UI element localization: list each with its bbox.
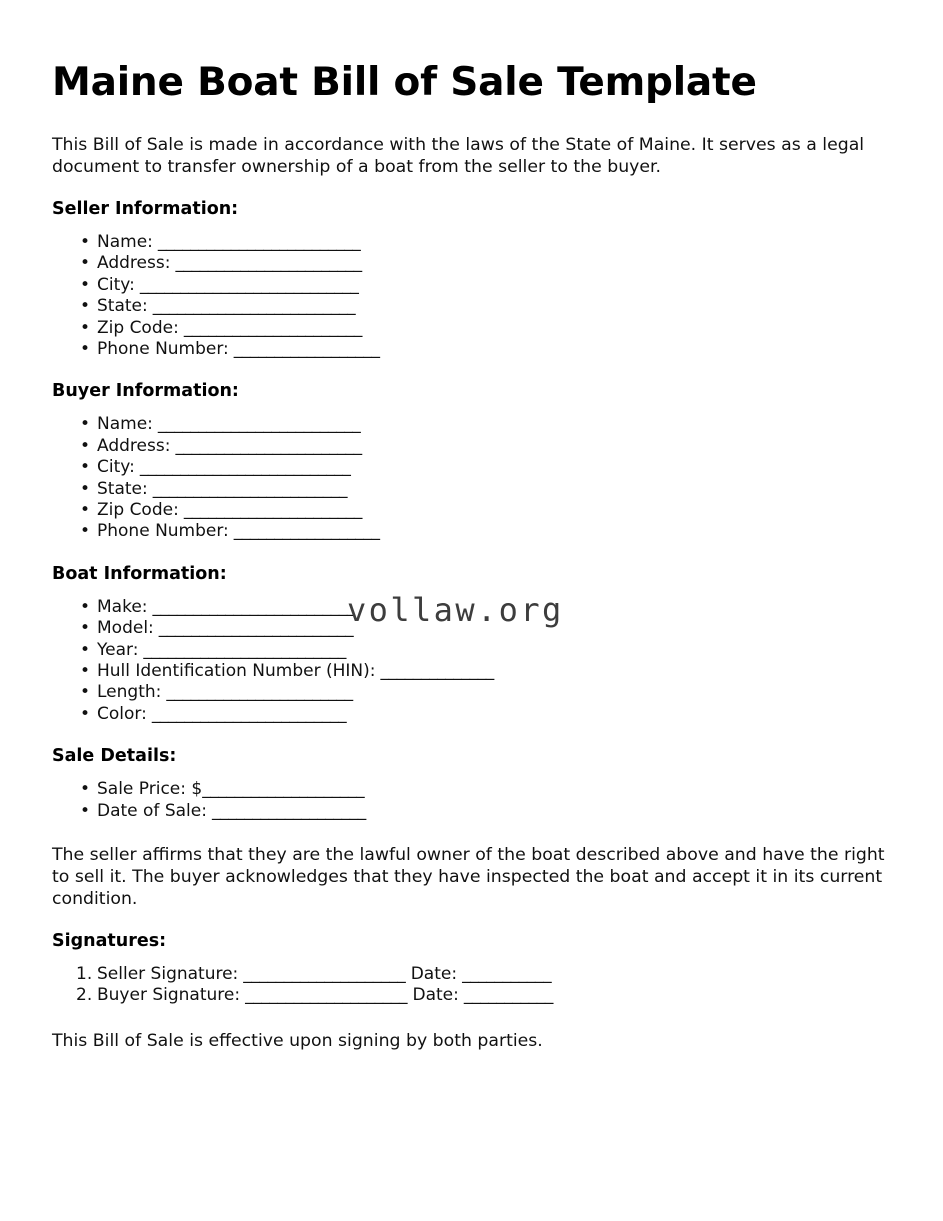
signature-label: Seller Signature: (97, 964, 239, 985)
list-item (52, 640, 892, 661)
field-blank[interactable]: __________________ (228, 521, 380, 542)
field-label: Length: (97, 682, 162, 703)
section-heading-buyer: Buyer Information: (52, 381, 239, 402)
field-label: City: (97, 274, 135, 295)
field-blank[interactable]: ______________________ (178, 317, 363, 338)
field-label: Name: (97, 414, 153, 435)
closing-paragraph: This Bill of Sale is effective upon signing by both parties. (52, 1030, 543, 1051)
list-item (52, 521, 892, 542)
field-blank[interactable]: _________________________ (152, 414, 361, 435)
section-heading-boat: Boat Information: (52, 563, 227, 584)
list-item (52, 296, 892, 317)
field-label: State: (97, 296, 148, 317)
section-heading-signatures: Signatures: (52, 931, 167, 952)
boat-field-list (52, 585, 892, 725)
field-blank[interactable]: ______________________ (178, 499, 363, 520)
field-label: Zip Code: (97, 499, 179, 520)
field-label: Phone Number: (97, 521, 229, 542)
field-blank[interactable]: _________________________ (147, 296, 356, 317)
field-label: Color: (97, 703, 147, 724)
date-label: Date: (405, 964, 458, 985)
field-blank[interactable]: _________________________ (152, 231, 361, 252)
list-item (52, 985, 892, 1006)
watermark-vollaw: vollaw.org (347, 591, 564, 629)
field-label: Address: (97, 435, 171, 456)
list-item (52, 414, 892, 435)
field-label: State: (97, 478, 148, 499)
list-item (52, 964, 892, 985)
sale-details-field-list (52, 767, 892, 822)
field-label: Phone Number: (97, 338, 229, 359)
signature-blank[interactable]: ____________________ (240, 985, 408, 1006)
intro-paragraph: This Bill of Sale is made in accordance with the laws of the State of Maine. It serves as a legal document to transfer ownership of a boat from the seller to the buyer. (52, 134, 865, 177)
section-heading-seller: Seller Information: (52, 198, 239, 219)
field-blank[interactable]: _________________________ (147, 596, 356, 617)
affirmation-paragraph: The seller affirms that they are the lawful owner of the boat described above and have the right to sell it. The buyer acknowledges that they have inspected the boat and accept it in its current condition. (52, 845, 885, 910)
list-item (52, 801, 892, 822)
list-item (52, 500, 892, 521)
date-blank[interactable]: ___________ (458, 985, 553, 1006)
list-item (52, 232, 892, 253)
field-label: Date of Sale: (97, 800, 207, 821)
list-item (52, 436, 892, 457)
date-blank[interactable]: ___________ (457, 964, 552, 985)
field-label: Year: (97, 639, 139, 660)
field-label: Address: (97, 253, 171, 274)
field-blank[interactable]: __________________ (228, 338, 380, 359)
section-heading-sale-details: Sale Details: (52, 746, 177, 767)
list-item (52, 682, 892, 703)
field-label: Model: (97, 618, 154, 639)
list-item (52, 597, 892, 618)
field-blank[interactable]: _______________________ (161, 682, 353, 703)
page-title: Maine Boat Bill of Sale Template (52, 60, 757, 105)
field-label: Make: (97, 596, 148, 617)
list-item (52, 704, 892, 725)
field-label: Hull Identification Number (HIN): (97, 660, 376, 681)
field-blank[interactable]: ____________________ (202, 779, 365, 800)
field-blank[interactable]: _______________________ (170, 435, 362, 456)
signature-list (52, 952, 892, 1007)
list-item (52, 661, 892, 682)
field-label: Sale Price: $ (97, 779, 203, 800)
document-content (52, 0, 892, 1052)
list-item (52, 339, 892, 360)
field-blank[interactable]: ________________________ (146, 703, 347, 724)
field-label: Name: (97, 231, 153, 252)
date-label: Date: (407, 985, 459, 1006)
list-item (52, 479, 892, 500)
field-blank[interactable]: __________________________ (134, 457, 351, 478)
list-item (52, 457, 892, 478)
list-item (52, 253, 892, 274)
list-item (52, 618, 892, 639)
seller-field-list (52, 220, 892, 360)
buyer-field-list (52, 402, 892, 542)
field-blank[interactable]: _______________________ (170, 253, 362, 274)
field-blank[interactable]: _________________________ (138, 639, 346, 660)
signature-blank[interactable]: ____________________ (238, 964, 406, 985)
signature-label: Buyer Signature: (97, 985, 241, 1006)
field-label: Zip Code: (97, 317, 179, 338)
field-blank[interactable]: ___________________ (206, 800, 366, 821)
list-item (52, 275, 892, 296)
field-blank[interactable]: ________________________ (153, 618, 354, 639)
list-item (52, 779, 892, 800)
field-blank[interactable]: ________________________ (147, 478, 348, 499)
field-blank[interactable]: ___________________________ (134, 274, 359, 295)
list-item (52, 318, 892, 339)
field-label: City: (97, 457, 135, 478)
field-blank[interactable]: ______________ (375, 660, 494, 681)
